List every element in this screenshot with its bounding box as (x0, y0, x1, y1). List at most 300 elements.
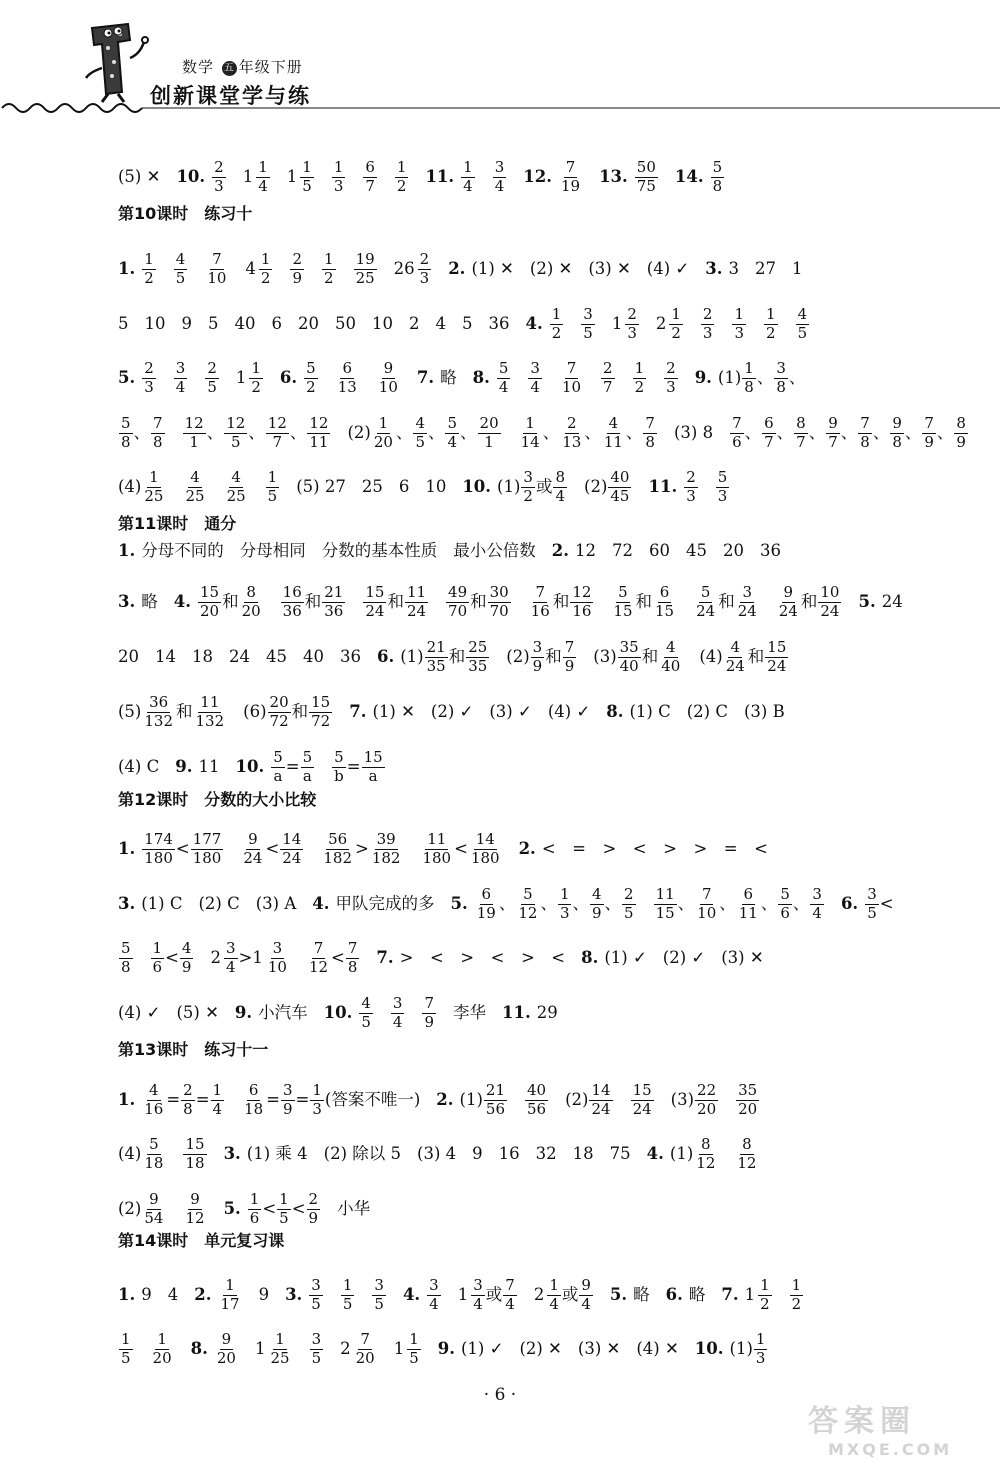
question-number: 10. (323, 1003, 353, 1022)
fraction: $\frac{8}{12}$ (737, 1135, 757, 1172)
answer-item (548, 704, 590, 721)
answer-item (118, 759, 159, 776)
page-number: · 6 · (483, 1385, 517, 1405)
answer-item (243, 160, 271, 195)
question-number: 2. (551, 541, 569, 560)
answer-item (789, 1278, 805, 1313)
answer-item (606, 704, 670, 721)
answer-item (445, 585, 512, 620)
answer-item (687, 704, 728, 721)
question-number: 14. (674, 167, 704, 186)
fraction: $\frac{4}{9}$ (591, 885, 602, 922)
answer-item (118, 1233, 284, 1249)
answer-text: (答案不唯一) (324, 1090, 421, 1109)
answer-text: (1) (669, 1144, 694, 1163)
answer-item (795, 307, 811, 342)
fraction: $\frac{3}{5}$ (867, 885, 877, 922)
answer-item (118, 543, 224, 560)
answer-item (265, 470, 281, 505)
answer-item (204, 361, 220, 396)
answer-item (240, 543, 306, 560)
answer-item (224, 470, 249, 505)
answer-text: (2) C (198, 894, 240, 913)
answer-item (648, 470, 698, 505)
answer-item (721, 950, 763, 967)
answer-item (473, 361, 512, 396)
answer-text: (2) (565, 1090, 589, 1109)
answer-item (394, 1332, 422, 1367)
answer-item (349, 704, 415, 721)
fraction: $\frac{174}{180}$ (144, 830, 173, 867)
fraction: $\frac{1}{25}$ (270, 1330, 290, 1367)
answer-item (734, 1137, 759, 1172)
answer-item (118, 316, 129, 333)
question-number: 12. (523, 167, 552, 186)
answer-item (118, 206, 252, 222)
mixed-whole: 1 (393, 1339, 405, 1358)
answer-item (536, 1146, 557, 1163)
fraction: $\frac{5}{8}$ (712, 158, 723, 195)
answer-text: (2) C (686, 702, 728, 721)
answer-text: = (285, 757, 300, 776)
mixed-whole: 1 (457, 1285, 469, 1304)
answer-text: 6 (398, 477, 410, 496)
fraction: $\frac{7}{4}$ (505, 1276, 515, 1313)
answer-item (309, 1332, 325, 1367)
answer-text: 和 (641, 647, 659, 666)
answer-item (647, 1137, 719, 1172)
answer-text: (3) A (255, 894, 297, 913)
answer-text: 第13课时 练习十一 (118, 1040, 269, 1059)
answer-item (229, 649, 250, 666)
mixed-whole: 4 (245, 259, 256, 278)
answer-item (519, 841, 768, 858)
fraction: $\frac{12}{7}$ (267, 414, 287, 451)
fraction: $\frac{5}{4}$ (447, 414, 458, 451)
fraction: $\frac{6}{7}$ (365, 158, 375, 195)
answer-item (462, 470, 568, 505)
answer-text: 、 (904, 423, 922, 442)
question-number: 6. (840, 894, 859, 913)
fraction: $\frac{1}{2}$ (634, 359, 645, 396)
answer-text: 最小公倍数 (453, 541, 536, 560)
answer-item (792, 261, 803, 278)
answer-text: 和 (304, 592, 322, 611)
fraction: $\frac{35}{40}$ (619, 638, 639, 675)
answer-text: 第12课时 分数的大小比较 (118, 790, 317, 809)
answer-item (458, 1278, 518, 1313)
fraction: $\frac{1}{5}$ (342, 1276, 353, 1313)
answer-text: 、 (808, 423, 826, 442)
answer-text: 20 (298, 314, 319, 333)
answer-text: 4 (167, 1285, 179, 1304)
answer-text: 、 (756, 368, 774, 387)
answer-item (552, 543, 596, 560)
fraction: $\frac{12}{16}$ (572, 583, 592, 620)
fraction: $\frac{5}{15}$ (613, 583, 633, 620)
answer-item (312, 896, 434, 913)
answer-text: (1) ✓ (604, 948, 647, 967)
answer-item (417, 1146, 456, 1163)
mascot-logo-icon (78, 18, 158, 108)
answer-item (671, 1083, 719, 1118)
answer-item (612, 307, 640, 342)
fraction: $\frac{3}{5}$ (374, 1276, 384, 1313)
fraction: $\frac{1}{2}$ (760, 1276, 770, 1313)
answer-text: 和 (545, 647, 562, 666)
fraction: $\frac{2}{9}$ (292, 250, 303, 287)
answer-text: 29 (536, 1003, 558, 1022)
question-number: 11. (648, 477, 678, 496)
answer-item (320, 832, 403, 867)
answer-item (731, 307, 747, 342)
question-number: 4. (312, 894, 330, 913)
answer-text: (1) (497, 477, 521, 496)
answer-item (118, 1042, 268, 1058)
fraction: $\frac{15}{24}$ (365, 583, 385, 620)
lesson-heading (118, 1233, 300, 1249)
book-title: 创新课堂学与练 (150, 84, 311, 108)
answer-text: 和 (718, 592, 735, 611)
answer-item (321, 252, 337, 287)
fraction: $\frac{22}{20}$ (697, 1081, 717, 1118)
question-number: 3. (118, 894, 136, 913)
fraction: $\frac{3}{5}$ (311, 1276, 321, 1313)
answer-text: 、 (584, 423, 601, 442)
answer-item (245, 252, 273, 287)
answer-text: (1) C (629, 702, 671, 721)
answer-text: 24 (229, 647, 250, 666)
answer-text: (1) (459, 1090, 483, 1109)
answer-text: 36 (488, 314, 510, 333)
answer-text: 小汽车 (258, 1003, 308, 1022)
answer-text: < (291, 1199, 306, 1218)
answer-text: 略 (633, 1285, 650, 1304)
answer-item (394, 160, 410, 195)
answer-line (118, 307, 826, 342)
answer-item (686, 543, 707, 560)
answer-text: > (355, 839, 369, 858)
answer-item (347, 416, 501, 451)
fraction: $\frac{15}{a}$ (363, 748, 383, 785)
answer-item (453, 543, 536, 560)
answer-text: 、 (744, 423, 762, 442)
answer-text: 、 (289, 423, 307, 442)
question-number: 5. (609, 1285, 628, 1304)
answer-item (399, 479, 410, 496)
answer-item (259, 1287, 270, 1304)
answer-text: < (165, 948, 179, 967)
answer-item (763, 307, 779, 342)
answer-item (191, 1332, 239, 1367)
answer-text: (3) ✕ (577, 1339, 621, 1358)
answer-text: 45 (266, 647, 287, 666)
answer-text: (2) (506, 647, 530, 666)
answer-text: (2) ✓ (662, 948, 706, 967)
fraction: $\frac{5}{a}$ (273, 748, 283, 785)
answer-item (451, 887, 637, 922)
fraction: $\frac{21}{36}$ (324, 583, 344, 620)
answer-text: (2) ✕ (519, 1339, 562, 1358)
answer-item (118, 1005, 160, 1022)
answer-item (118, 416, 166, 451)
fraction: $\frac{3}{9}$ (532, 638, 543, 675)
answer-item (150, 1332, 175, 1367)
answer-text: = (295, 1090, 310, 1109)
fraction: $\frac{50}{75}$ (636, 158, 656, 195)
watermark-top: 答案圈 (808, 1404, 916, 1439)
answer-item (324, 1146, 401, 1163)
answer-item (675, 160, 725, 195)
answer-item (489, 704, 531, 721)
answer-line (118, 160, 741, 195)
answer-item (492, 160, 508, 195)
watermark-bottom: MXQE.COM (828, 1440, 953, 1459)
answer-item (588, 261, 630, 278)
answer-item (256, 896, 297, 913)
mixed-whole: 2 (655, 314, 667, 333)
answer-text: 或 (535, 477, 553, 496)
answer-line (118, 750, 402, 785)
fraction: $\frac{2}{5}$ (624, 885, 634, 922)
answer-item (182, 1192, 207, 1227)
fraction: $\frac{2}{3}$ (419, 250, 430, 287)
fraction: $\frac{1}{25}$ (144, 468, 164, 505)
answer-item (499, 1146, 520, 1163)
fraction: $\frac{2}{7}$ (603, 359, 613, 396)
fraction: $\frac{4}{16}$ (144, 1081, 164, 1118)
subject-prefix: 数学 (182, 58, 215, 76)
answer-item (236, 361, 264, 396)
fraction: $\frac{9}{10}$ (378, 359, 398, 396)
answer-text: 第10课时 练习十 (118, 204, 253, 223)
answer-text: (1) (729, 1339, 753, 1358)
answer-text: = (266, 1090, 280, 1109)
answer-text: 、 (936, 423, 954, 442)
fraction: $\frac{6}{11}$ (738, 885, 758, 922)
fraction: $\frac{15}{24}$ (632, 1081, 652, 1118)
answer-item (240, 832, 304, 867)
answer-text: 5 (208, 314, 219, 333)
fraction: $\frac{6}{7}$ (764, 414, 774, 451)
answer-text: 10 (144, 314, 166, 333)
answer-text: = (346, 757, 361, 776)
subject-suffix: 年级下册 (238, 58, 303, 76)
question-number: 3. (285, 1285, 303, 1304)
answer-text: 11 (198, 757, 220, 776)
answer-line (118, 470, 746, 505)
fraction: $\frac{3}{9}$ (283, 1081, 293, 1118)
answer-item (693, 585, 760, 620)
answer-item (419, 832, 502, 867)
answer-line (118, 543, 797, 560)
answer-line (118, 1192, 386, 1227)
answer-item (425, 160, 475, 195)
fraction: $\frac{1}{2}$ (251, 359, 261, 396)
answer-item (735, 1083, 760, 1118)
answer-item (255, 1332, 293, 1367)
answer-text: 45 (685, 541, 707, 560)
fraction: $\frac{1}{3}$ (559, 885, 570, 922)
answer-text: 、 (572, 894, 589, 913)
answer-line (118, 887, 910, 922)
question-number: 5. (450, 894, 468, 913)
answer-text: 第14课时 单元复习课 (118, 1231, 285, 1250)
question-number: 7. (376, 948, 394, 967)
answer-text: (1) 乘 4 (246, 1144, 308, 1163)
fraction: $\frac{3}{24}$ (737, 583, 757, 620)
fraction: $\frac{4}{25}$ (226, 468, 246, 505)
answer-item (526, 307, 565, 342)
fraction: $\frac{40}{45}$ (610, 468, 630, 505)
fraction: $\frac{2}{3}$ (666, 359, 676, 396)
question-number: 10. (176, 167, 206, 186)
fraction: $\frac{7}{9}$ (924, 414, 934, 451)
answer-item (390, 996, 406, 1031)
answer-text: 20 (118, 647, 139, 666)
answer-item (340, 1278, 356, 1313)
fraction: $\frac{6}{13}$ (337, 359, 357, 396)
answer-text: 10 (372, 314, 393, 333)
answer-line (118, 996, 574, 1031)
answer-item (173, 252, 189, 287)
answer-text: 、 (719, 894, 736, 913)
fraction: $\frac{9}{7}$ (828, 414, 838, 451)
answer-text: 甲队完成的多 (335, 894, 435, 913)
answer-item (176, 160, 226, 195)
answer-text: 、 (776, 423, 794, 442)
answer-text: 5 (118, 314, 129, 333)
fraction: $\frac{12}{11}$ (309, 414, 329, 451)
fraction: $\frac{8}{7}$ (796, 414, 806, 451)
fraction: $\frac{7}{6}$ (732, 414, 742, 451)
answer-item (755, 261, 776, 278)
fraction: $\frac{7}{8}$ (347, 939, 358, 976)
fraction: $\frac{1}{5}$ (279, 1190, 289, 1227)
fraction: $\frac{1}{5}$ (267, 468, 278, 505)
fraction: $\frac{1}{5}$ (409, 1330, 419, 1367)
answer-text: 、 (427, 423, 445, 442)
answer-item (565, 1083, 613, 1118)
question-number: 1. (118, 839, 136, 858)
answer-text: 50 (335, 314, 356, 333)
fraction: $\frac{1}{17}$ (220, 1276, 240, 1313)
question-number: 11. (425, 167, 455, 186)
answer-item (376, 950, 565, 967)
answer-item (266, 649, 287, 666)
question-number: 2. (518, 839, 536, 858)
fraction: $\frac{1}{14}$ (520, 414, 540, 451)
fraction: $\frac{9}{54}$ (144, 1190, 164, 1227)
answer-text: 、 (460, 423, 477, 442)
fraction: $\frac{7}{16}$ (530, 583, 550, 620)
answer-item (340, 649, 361, 666)
fraction: $\frac{36}{132}$ (144, 693, 174, 730)
answer-text: 或 (561, 1285, 579, 1304)
answer-item (335, 361, 360, 396)
answer-text: (4) ✓ (547, 702, 591, 721)
question-number: 8. (472, 368, 490, 387)
answer-item (518, 416, 658, 451)
answer-text: (5) 27 (296, 477, 346, 496)
answer-item (699, 640, 789, 675)
answer-item (647, 261, 689, 278)
fraction: $\frac{1}{4}$ (212, 1081, 223, 1118)
answer-text: 4 (435, 314, 446, 333)
grade-badge: 五 (223, 63, 235, 74)
answer-text: 1 (791, 259, 803, 278)
answer-text: = (166, 1090, 181, 1109)
answer-text: 分数的基本性质 (321, 541, 438, 560)
question-number: 4. (173, 592, 191, 611)
answer-item (331, 160, 347, 195)
answer-item (448, 261, 514, 278)
fraction: $\frac{10}{24}$ (820, 583, 840, 620)
fraction: $\frac{6}{15}$ (655, 583, 675, 620)
answer-line (118, 832, 784, 867)
answer-item (610, 1146, 631, 1163)
answer-item (663, 950, 705, 967)
fraction: $\frac{19}{25}$ (355, 250, 375, 287)
fraction: $\frac{3}{4}$ (392, 994, 403, 1031)
answer-item (580, 307, 596, 342)
answer-item (663, 361, 679, 396)
fraction: $\frac{21}{35}$ (426, 638, 446, 675)
answer-text: 3 (728, 259, 739, 278)
fraction: $\frac{3}{4}$ (225, 939, 236, 976)
answer-text: 12 (574, 541, 596, 560)
fraction: $\frac{4}{40}$ (661, 638, 681, 675)
answer-item (394, 252, 433, 287)
fraction: $\frac{12}{5}$ (226, 414, 246, 451)
answer-item (303, 649, 324, 666)
fraction: $\frac{7}{8}$ (645, 414, 655, 451)
question-number: 4. (402, 1285, 421, 1304)
question-number: 3. (705, 259, 723, 278)
answer-item (632, 361, 648, 396)
answer-line (118, 416, 985, 451)
answer-text: (4) (118, 1144, 142, 1163)
answer-item (306, 941, 360, 976)
question-number: 8. (581, 948, 599, 967)
answer-item (610, 585, 677, 620)
answer-text: 略 (141, 592, 158, 611)
question-number: 8. (606, 702, 624, 721)
answer-item (527, 361, 543, 396)
answer-text: 2 (409, 314, 420, 333)
answer-line (118, 1278, 820, 1313)
fraction: $\frac{2}{3}$ (702, 305, 713, 342)
fraction: $\frac{4}{25}$ (185, 468, 205, 505)
answer-item (436, 316, 447, 333)
fraction: $\frac{5}{12}$ (518, 885, 538, 922)
answer-item (243, 695, 333, 730)
answer-item (578, 1341, 620, 1358)
answer-text: < (879, 894, 894, 913)
mixed-whole: 1 (252, 948, 263, 967)
question-number: 9. (175, 757, 193, 776)
answer-line (118, 1332, 784, 1367)
answer-text: (4) ✕ (636, 1339, 679, 1358)
fraction: $\frac{7}{12}$ (308, 939, 329, 976)
answer-item (194, 1278, 242, 1313)
answer-text: 36 (759, 541, 781, 560)
question-number: 4. (525, 314, 543, 333)
fraction: $\frac{2}{9}$ (308, 1190, 319, 1227)
fraction: $\frac{3}{4}$ (812, 885, 822, 922)
answer-item (335, 316, 356, 333)
answer-item (118, 1287, 152, 1304)
